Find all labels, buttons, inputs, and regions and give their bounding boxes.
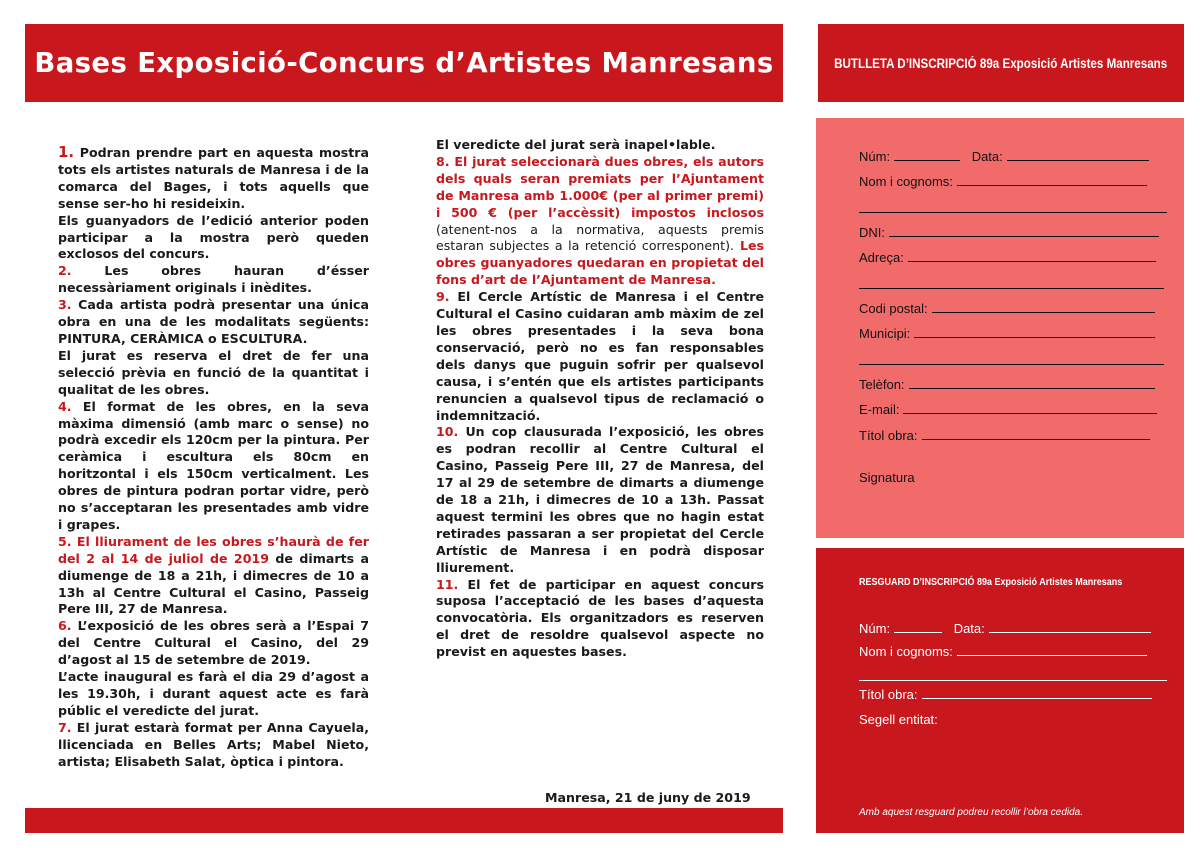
form-name-field[interactable] [957, 184, 1147, 186]
form-postal-row: Codi postal: [859, 301, 1155, 316]
form-title: BUTLLETA D’INSCRIPCIÓ 89a Exposició Artistes Manresans [834, 55, 1168, 71]
receipt-title-row: Títol obra: [859, 687, 1152, 702]
receipt-title: RESGUARD D’INSCRIPCIÓ 89a Exposició Artistes Manresans [859, 577, 1123, 588]
base-3-extra: El jurat es reserva el dret de fer una selecció prèvia en funció de la quantitat i qualitat de les obres. [58, 347, 369, 397]
bases-column-right [436, 137, 764, 661]
form-address-row: Adreça: [859, 250, 1156, 265]
form-title-row: Títol obra: [859, 428, 1150, 443]
form-address-field[interactable] [908, 260, 1156, 262]
form-city-line-2[interactable] [859, 364, 1164, 365]
form-city-field[interactable] [914, 336, 1155, 338]
base-7-cont: El veredicte del jurat serà inapel•lable. [436, 137, 716, 152]
base-1-extra: Els guanyadors de l’edició anterior poden participar a la mostra però queden exclosos del concurs. [58, 212, 369, 262]
footer-bar [25, 808, 783, 833]
base-5: 5. El lliurament de les obres s’haurà de fer del 2 al 14 de juliol de 2019 de dimarts a diumenge de 18 a 21h, i dimecres de 10 a 13h al Centre Cultural el Casino, Passeig Pere III, 27 de Manresa. [58, 533, 369, 617]
base-2: 2. Les obres hauran d’ésser necessàriament originals i inèdites. [58, 263, 369, 296]
form-num-field[interactable] [894, 159, 960, 161]
registration-form [816, 118, 1184, 538]
form-address-line-2[interactable] [859, 288, 1164, 289]
base-8: 8. El jurat seleccionarà dues obres, els autors dels quals seran premiats per l’Ajuntament de Manresa amb 1.000€ (per al primer premi) i 500 € (per l’accèssit) impostos inclosos (atenent-nos a la normativa, aquests premis estaran subjectes a la retenció corresponent). Les obres guanyadores quedaran en propietat del fons d’art de l’Ajuntament de Manresa. [436, 153, 764, 288]
receipt-name-field[interactable] [957, 654, 1147, 656]
form-artwork-title-field[interactable] [922, 438, 1150, 440]
base-6-extra: L’acte inaugural es farà el dia 29 d’agost a les 19.30h, i durant aquest acte es farà públic el veredicte del jurat. [58, 669, 369, 718]
signoff-date: Manresa, 21 de juny de 2019 [545, 790, 751, 805]
form-name-line-2[interactable] [859, 212, 1167, 213]
form-num-row: Núm: Data: [859, 149, 1149, 164]
receipt-num-row: Núm: Data: [859, 621, 1151, 636]
form-phone-field[interactable] [909, 387, 1155, 389]
receipt-num-field[interactable] [894, 631, 942, 633]
form-signature-label: Signatura [859, 470, 915, 485]
base-1: 1. Podran prendre part en aquesta mostra tots els artistes naturals de Manresa i de la comarca del Bages, i tots aquells que sense ser-ho hi resideixin. [58, 143, 370, 211]
form-email-field[interactable] [903, 412, 1157, 414]
receipt-name-line-2[interactable] [859, 680, 1167, 681]
receipt-name-row: Nom i cognoms: [859, 644, 1147, 659]
base-10: 10. Un cop clausurada l’exposició, les obres es podran recollir al Centre Cultural el Casino, Passeig Pere III, 27 de Manresa, del 17 al 29 de setembre de dimarts a diumenge de 18 a 21h, i dimecres de 10 a 13h. Passat aquest termini les obres que no hagin estat retirades passaran a ser propietat del Cercle Artístic de Manresa i en podrà disposar lliurement. [436, 424, 764, 575]
form-name-row: Nom i cognoms: [859, 174, 1147, 189]
form-title-bar [818, 24, 1184, 102]
form-postal-field[interactable] [932, 311, 1155, 313]
base-4: 4. El format de les obres, en la seva màxima dimensió (amb marc o sense) no podrà excedir els 120cm per la pintura. Per ceràmica i escultura els 80cm en horitzontal i els 150cm verticalment. Les obres de pintura podran portar vidre, però no s’acceptaran les presentades amb vidre i grapes. [58, 398, 369, 532]
base-3: 3. Cada artista podrà presentar una única obra en una de les modalitats següents: PINTURA, CERÀMICA o ESCULTURA. [58, 297, 369, 346]
form-date-field[interactable] [1007, 159, 1149, 161]
registration-receipt [816, 548, 1184, 833]
page-title: Bases Exposició-Concurs d’Artistes Manresans [34, 47, 774, 79]
receipt-artwork-title-field[interactable] [922, 697, 1152, 699]
receipt-note: Amb aquest resguard podreu recollir l’obra cedida. [859, 807, 1084, 818]
base-6: 6. L’exposició de les obres serà a l’Espai 7 del Centre Cultural el Casino, del 29 d’agost al 15 de setembre de 2019. [58, 618, 369, 668]
form-city-row: Municipi: [859, 326, 1155, 341]
receipt-stamp-label: Segell entitat: [859, 712, 938, 727]
base-7: 7. El jurat estarà format per Anna Cayuela, llicenciada en Belles Arts; Mabel Nieto, artista; Elisabeth Salat, òptica i pintora. [58, 719, 369, 769]
form-dni-field[interactable] [889, 235, 1159, 237]
form-email-row: E-mail: [859, 402, 1157, 417]
base-11: 11. El fet de participar en aquest concurs suposa l’acceptació de les bases d’aquesta convocatòria. Els organitzadors es reserven el dret de resoldre qualsevol aspecte no previst en aquestes bases. [436, 576, 765, 660]
form-phone-row: Telèfon: [859, 377, 1155, 392]
bases-column-left [58, 144, 369, 771]
page-title-bar [25, 24, 783, 102]
receipt-date-field[interactable] [989, 631, 1151, 633]
base-9: 9. El Cercle Artístic de Manresa i el Centre Cultural el Casino cuidaran amb màxim de zel les obres presentades i la seva bona conservació, però no es fan responsables dels danys que puguin sofrir per qualsevol causa, i s’entén que els artistes participants renuncien a qualsevol tipus de reclamació o indemnització. [436, 289, 764, 423]
form-dni-row: DNI: [859, 225, 1159, 240]
